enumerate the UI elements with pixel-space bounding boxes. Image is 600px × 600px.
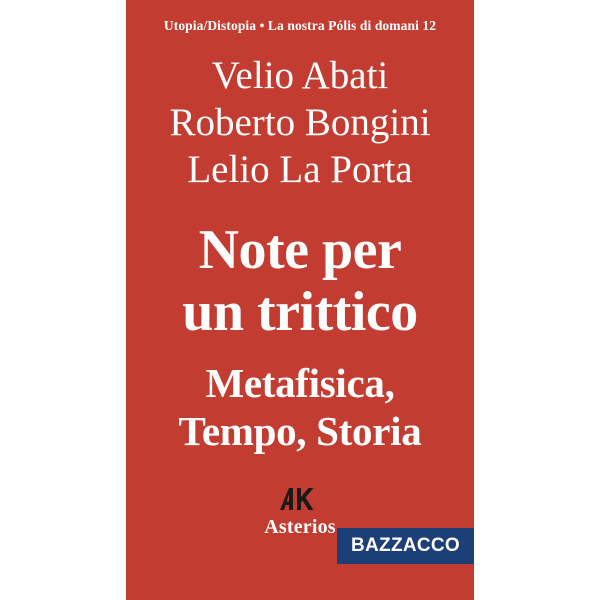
book-subtitle: [126, 359, 474, 455]
author-name: Roberto Bongini: [169, 101, 431, 144]
title-line: Note per: [198, 219, 402, 281]
imprint-badge: BAZZACCO: [337, 528, 474, 564]
asterios-monogram-icon: [277, 486, 323, 512]
author-list: [126, 52, 474, 193]
book-title: [126, 219, 474, 343]
author-name: Velio Abati: [211, 54, 389, 97]
series-line: Utopia/Distopia • La nostra Pólis di domani 12: [163, 18, 437, 33]
book-cover: [126, 0, 474, 600]
publisher-name: Asterios: [264, 516, 336, 538]
subtitle-line: Metafisica,: [205, 360, 395, 406]
title-line: un trittico: [182, 281, 418, 343]
author-name: Lelio La Porta: [187, 148, 413, 191]
subtitle-line: Tempo, Storia: [178, 408, 422, 454]
